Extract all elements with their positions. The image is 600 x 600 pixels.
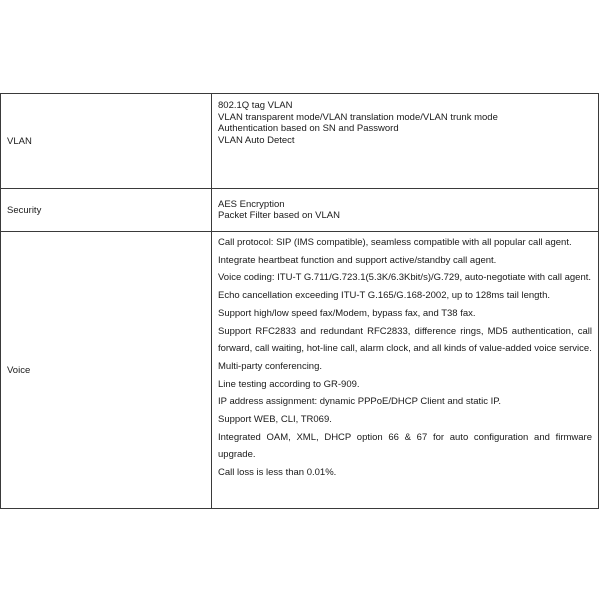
row-label-security: Security <box>1 189 212 232</box>
spec-line: Support high/low speed fax/Modem, bypass fax, and T38 fax. <box>218 307 476 319</box>
spec-line: IP address assignment: dynamic PPPoE/DHCP Client and static IP. <box>218 396 502 408</box>
spec-line: AES Encryption <box>218 198 285 210</box>
spec-line: Support RFC2833 and redundant RFC2833, difference rings, MD5 authentication, call forward, call waiting, hot-line call, alarm clock, and all kinds of value-added voice service. <box>218 325 592 355</box>
spec-line: Integrated OAM, XML, DHCP option 66 & 67 for auto configuration and firmware upgrade. <box>218 431 592 461</box>
row-content-security <box>212 189 599 232</box>
table-row-vlan <box>1 94 599 189</box>
table-row-security <box>1 189 599 232</box>
spec-line: VLAN Auto Detect <box>218 134 295 146</box>
row-content-voice <box>212 232 599 509</box>
spec-line: Call loss is less than 0.01%. <box>218 467 337 479</box>
spec-line: Integrate heartbeat function and support active/standby call agent. <box>218 254 497 266</box>
row-label-vlan: VLAN <box>1 94 212 189</box>
spec-line: Packet Filter based on VLAN <box>218 210 340 221</box>
spec-line: Support WEB, CLI, TR069. <box>218 414 332 426</box>
spec-line: Line testing according to GR-909. <box>218 378 360 390</box>
spec-line: 802.1Q tag VLAN <box>218 100 293 111</box>
table-row-voice <box>1 232 599 509</box>
spec-line: VLAN transparent mode/VLAN translation mode/VLAN trunk mode <box>218 111 498 123</box>
spec-line: Call protocol: SIP (IMS compatible), seamless compatible with all popular call agent. <box>218 237 572 248</box>
spec-table <box>0 93 599 509</box>
row-label-voice: Voice <box>1 232 212 509</box>
spec-line: Echo cancellation exceeding ITU-T G.165/G.168-2002, up to 128ms tail length. <box>218 290 550 302</box>
spec-line: Authentication based on SN and Password <box>218 123 399 134</box>
spec-line: Voice coding: ITU-T G.711/G.723.1(5.3K/6.3Kbit/s)/G.729, auto-negotiate with call agent. <box>218 272 592 284</box>
spec-line: Multi-party conferencing. <box>218 360 323 372</box>
row-content-vlan <box>212 94 599 189</box>
